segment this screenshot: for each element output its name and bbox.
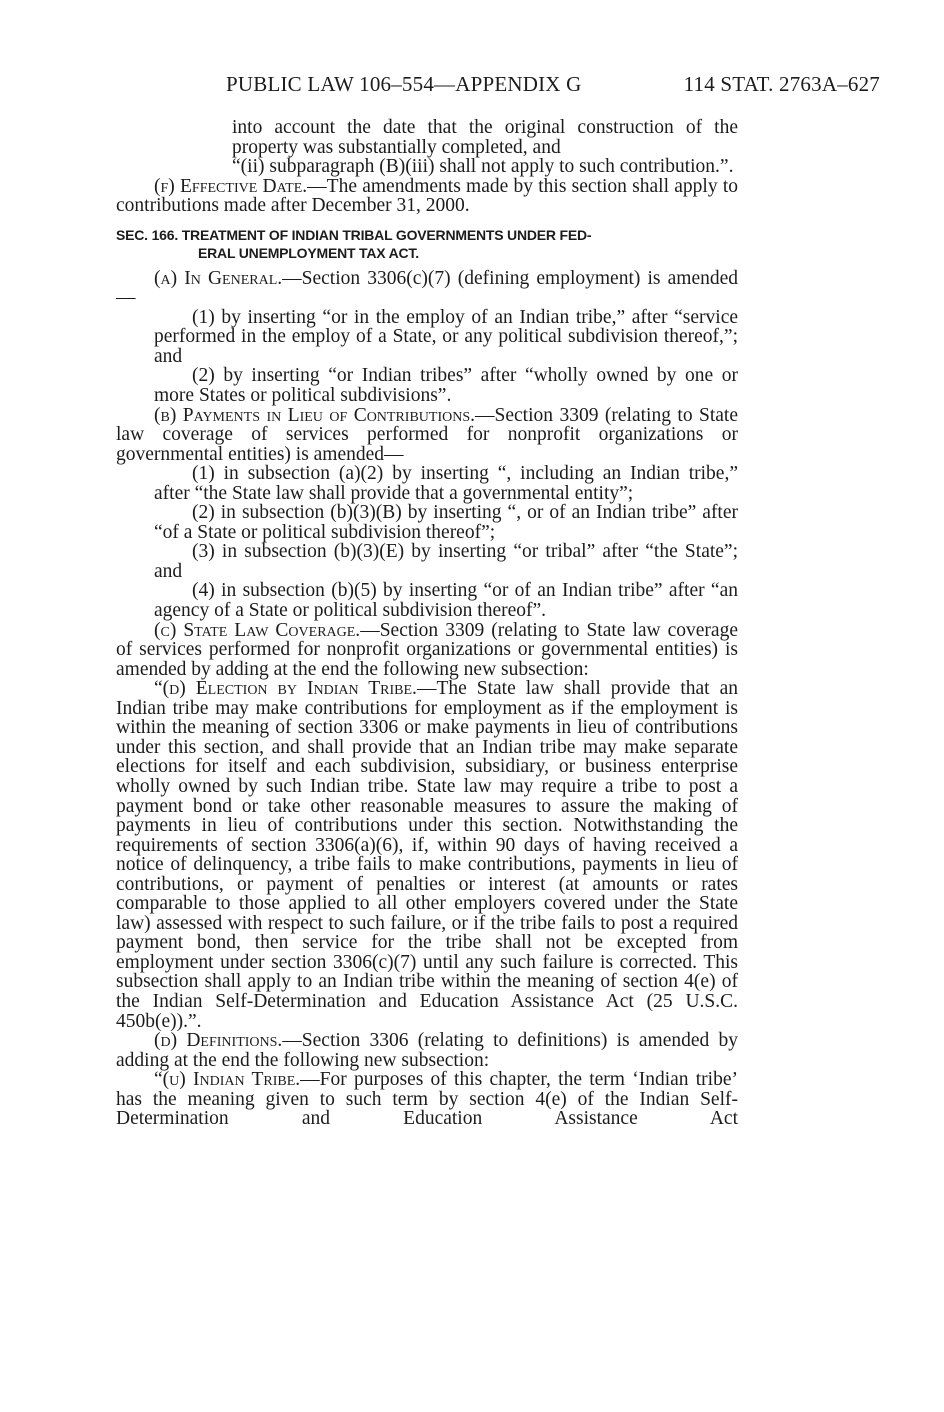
subsection-b: [116, 406, 738, 465]
paragraph-b3: (3) in subsection (b)(3)(E) by inserting “or tribal” after “the State”; and: [154, 541, 738, 582]
paragraph-b4: (4) in subsection (b)(5) by inserting “or of an Indian tribe” after “an agency of a State or political subdivision thereof”.: [154, 580, 738, 622]
subsection-c-text: —Section 3309 (relating to State law coverage of services performed for nonprofit organizations or governmental entities) is amended by adding at the end the following new subsection:: [116, 619, 738, 680]
new-subsection-d-heading: “(d) Election by Indian Tribe.: [154, 678, 417, 700]
new-subsection-d: [116, 679, 738, 1031]
new-subsection-d-text: —The State law shall provide that an Indian tribe may make contributions for employment as if the employment is within the meaning of section 3306 or make payments in lieu of contributions under this section, and shall provide that an Indian tribe may make separate elections for itself and each subdivision, subsidiary, or business enterprise wholly owned by such Indian tribe. State law may require a tribe to post a payment bond or take other reasonable measures to assure the making of payments in lieu of contributions under this section. Notwithstanding the requirements of section 3306(a)(6), if, within 90 days of having received a notice of delinquency, a tribe fails to make contributions, payments in lieu of contributions, or payment of penalties or interest (at amounts or rates comparable to those applied to all other employers covered under the State law) assessed with respect to such failure, or if the tribe fails to post a required payment bond, then service for the tribe shall not be excepted from employment under section 3306(c)(7) until any such failure is corrected. This subsection shall apply to an Indian tribe within the meaning of section 4(e) of the Indian Self-Determination and Education Assistance Act (25 U.S.C. 450b(e)).”.: [116, 678, 738, 1032]
paragraph-b1: (1) in subsection (a)(2) by inserting “, including an Indian tribe,” after “the State law shall provide that a governmental entity”;: [154, 463, 738, 504]
subsection-c-heading: (c) State Law Coverage.: [154, 619, 361, 641]
new-subsection-u-heading: “(u) Indian Tribe.: [154, 1069, 301, 1091]
paragraph-a1: (1) by inserting “or in the employ of an Indian tribe,” after “service performed in the employ of a State, or any political subdivision thereof,”; and: [154, 306, 738, 367]
new-subsection-u-text: —For purposes of this chapter, the term ‘Indian tribe’ has the meaning given to such term by section 4(e) of the Indian Self-Determination and Education Assistance Act: [116, 1069, 738, 1130]
continued-text: into account the date that the original construction of the property was substantially completed, and: [232, 117, 738, 158]
subsection-f: [116, 177, 738, 216]
subsection-f-heading: (f) Effective Date.: [154, 175, 308, 197]
subsection-d: [116, 1031, 738, 1070]
subsection-a: [116, 269, 738, 308]
page-body: [116, 118, 738, 1129]
subsection-c: [116, 621, 738, 680]
subsection-b-text: —Section 3309 (relating to State law coverage of services performed for nonprofit organizations or governmental entities) is amended—: [116, 404, 738, 465]
section-heading: [116, 226, 738, 262]
clause-ii: “(ii) subparagraph (B)(iii) shall not apply to such contribution.”.: [232, 156, 734, 178]
statute-citation: 114 STAT. 2763A–627: [683, 72, 880, 96]
subsection-a-heading: (a) In General.: [154, 267, 283, 289]
section-heading-line2: ERAL UNEMPLOYMENT TAX ACT.: [198, 244, 419, 261]
subsection-b-heading: (b) Payments in Lieu of Contributions.: [154, 404, 476, 426]
section-heading-line1: SEC. 166. TREATMENT OF INDIAN TRIBAL GOVERNMENTS UNDER FED-: [116, 226, 592, 243]
subsection-f-text: —The amendments made by this section shall apply to contributions made after December 31, 2000.: [116, 175, 738, 217]
subsection-d-text: —Section 3306 (relating to definitions) is amended by adding at the end the following new subsection:: [116, 1030, 738, 1071]
paragraph-b2: (2) in subsection (b)(3)(B) by inserting “, or of an Indian tribe” after “of a State or political subdivision thereof”;: [154, 502, 738, 543]
subsection-a-text: —Section 3306(c)(7) (defining employment) is amended—: [116, 267, 738, 309]
paragraph-a2: (2) by inserting “or Indian tribes” after “wholly owned by one or more States or political subdivisions”.: [154, 365, 738, 407]
subsection-d-heading: (d) Definitions.: [154, 1030, 283, 1052]
running-head: PUBLIC LAW 106–554—APPENDIX G: [226, 72, 582, 96]
new-subsection-u: [116, 1070, 738, 1129]
